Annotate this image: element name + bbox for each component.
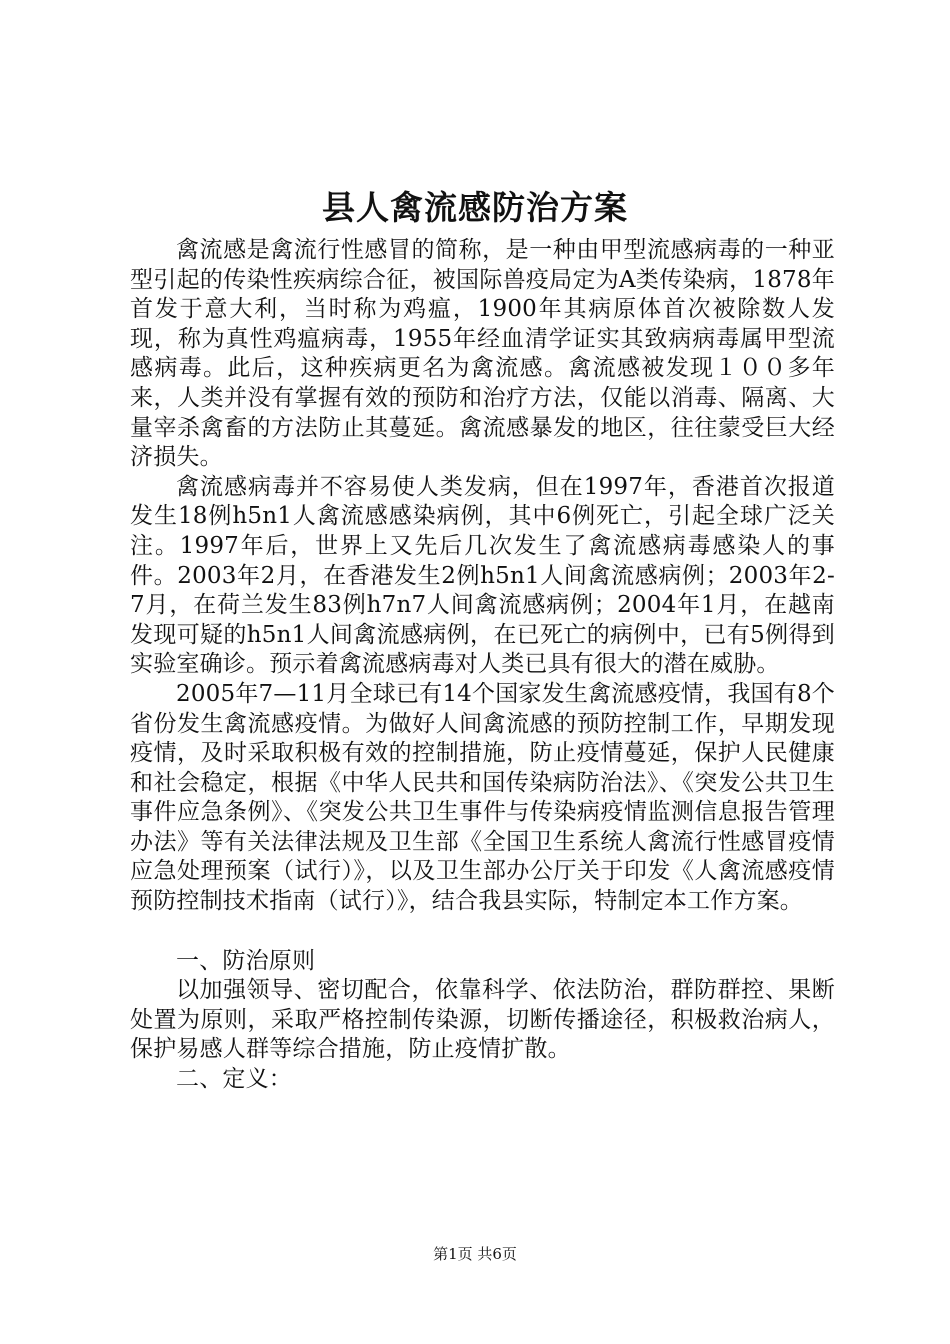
section-heading-principles: 一、防治原则 <box>176 947 316 974</box>
paragraph-history: 禽流感病毒并不容易使人类发病，但在1997年，香港首次报道发生18例h5n1人禽流感感染病例，其中6例死亡，引起全球广泛关注。1997年后，世界上又先后几次发生了禽流感病毒感染人的事件。2003年2月，在香港发生2例h5n1人间禽流感病例；2003年2-7月，在荷兰发生83例h7n7人间禽流感病例；2004年1月，在越南发现可疑的h5n1人间禽流感病例，在已死亡的病例中，已有5例得到实验室确诊。预示着禽流感病毒对人类已具有很大的潜在威胁。 <box>130 473 835 678</box>
section-spacer <box>130 917 835 947</box>
paragraph-intro: 禽流感是禽流行性感冒的简称，是一种由甲型流感病毒的一种亚型引起的传染性疾病综合征，被国际兽疫局定为A类传染病，1878年首发于意大利，当时称为鸡瘟，1900年其病原体首次被除数人发现，称为真性鸡瘟病毒，1955年经血清学证实其致病病毒属甲型流感病毒。此后，这种疾病更名为禽流感。禽流感被发现１００多年来，人类并没有掌握有效的预防和治疗方法，仅能以消毒、隔离、大量宰杀禽畜的方法防止其蔓延。禽流感暴发的地区，往往蒙受巨大经济损失。 <box>130 237 835 471</box>
page-number: 第1页 共6页 <box>433 1245 517 1263</box>
section-heading-definitions: 二、定义： <box>176 1066 292 1093</box>
paragraph-principles: 以加强领导、密切配合，依靠科学、依法防治，群防群控、果断处置为原则，采取严格控制传染源，切断传播途径，积极救治病人，保护易感人群等综合措施，防止疫情扩散。 <box>130 977 835 1063</box>
paragraph-basis: 2005年7—11月全球已有14个国家发生禽流感疫情，我国有8个省份发生禽流感疫情。为做好人间禽流感的预防控制工作，早期发现疫情，及时采取积极有效的控制措施，防止疫情蔓延，保护人民健康和社会稳定，根据《中华人民共和国传染病防治法》、《突发公共卫生事件应急条例》、《突发公共卫生事件与传染病疫情监测信息报告管理办法》等有关法律法规及卫生部《全国卫生系统人禽流行性感冒疫情应急处理预案（试行）》，以及卫生部办公厅关于印发《人禽流感疫情预防控制技术指南（试行）》，结合我县实际，特制定本工作方案。 <box>130 680 835 915</box>
page-footer <box>0 1244 950 1264</box>
document-title: 县人禽流感防治方案 <box>322 188 628 227</box>
document-body <box>130 236 835 1095</box>
